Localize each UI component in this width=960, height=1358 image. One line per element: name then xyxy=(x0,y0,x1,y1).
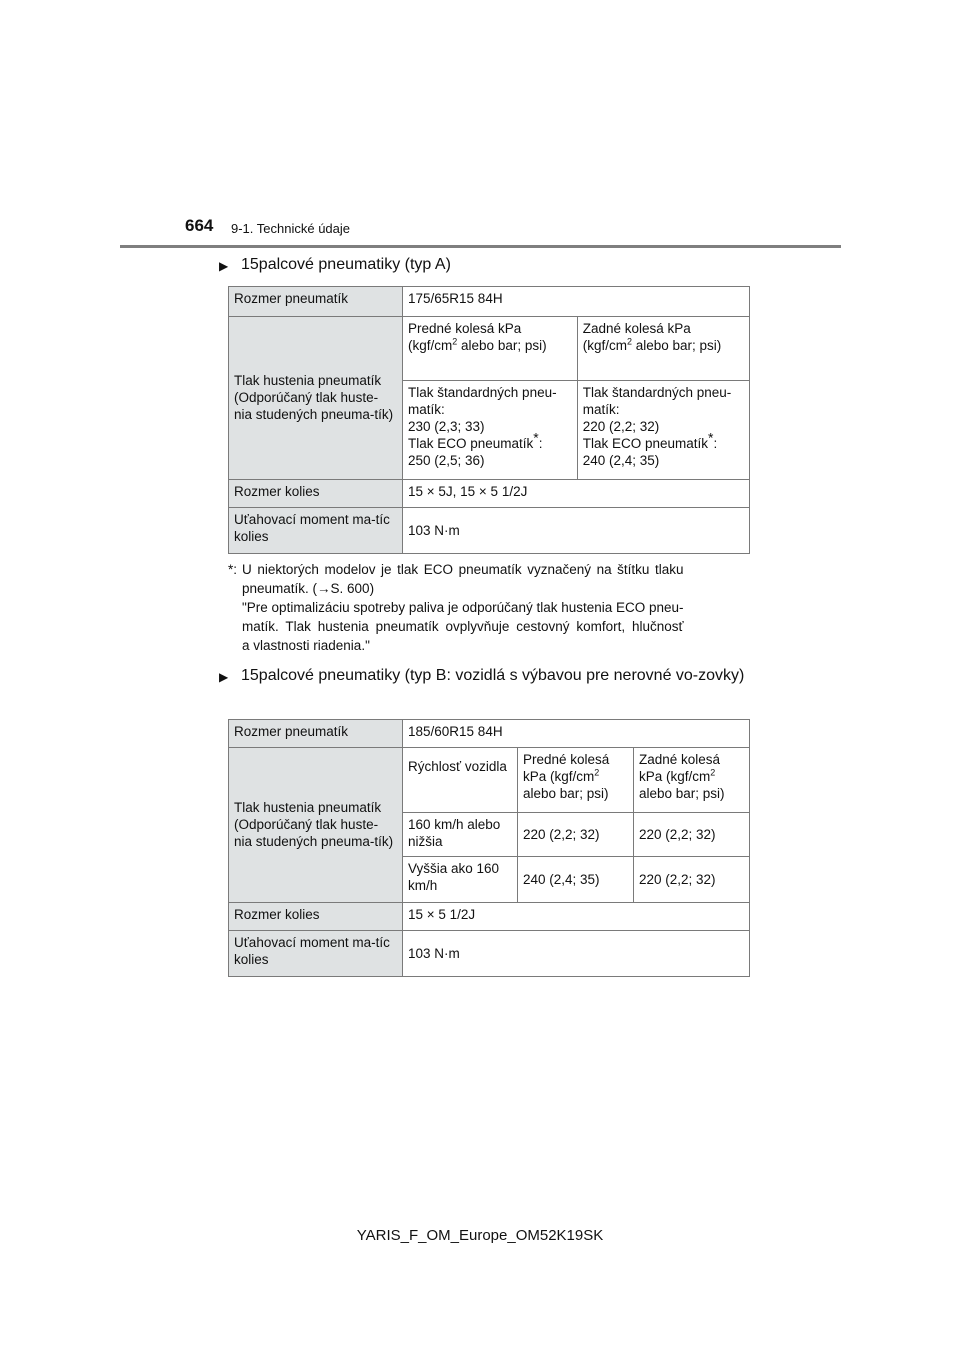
footnote-line: pneumatík. (→S. 600) xyxy=(242,581,375,596)
speed-cell: Vyššia ako 160 km/h xyxy=(403,857,518,903)
footnote-line: U niektorých modelov je tlak ECO pneumatík vyznačený na štítku tlaku xyxy=(242,562,684,577)
section-title: 9-1. Technické údaje xyxy=(231,221,351,236)
front-wheels-header: Predné kolesá kPa ($kgf/cm^2$ alebo bar; psi) xyxy=(518,748,634,813)
triangle-right-icon: ▶ xyxy=(219,670,229,684)
front-pressure-cell: 220 (2,2; 32) xyxy=(518,813,634,857)
speed-header: Rýchlosť vozidla xyxy=(403,748,518,813)
torque-label: Uťahovací moment ma-tíc kolies xyxy=(229,931,403,977)
table-type-a xyxy=(228,286,750,554)
rear-pressure-cell: 220 (2,2; 32) xyxy=(634,857,750,903)
footnote-line: a vlastnosti riadenia." xyxy=(242,638,370,653)
heading-type-b-text: 15palcové pneumatiky (typ B: vozidlá s výbavou pre nerovné vo-zovky) xyxy=(241,667,745,684)
rear-pressure-cell: 220 (2,2; 32) xyxy=(634,813,750,857)
pressure-label: Tlak hustenia pneumatík (Odporúčaný tlak huste-nia studených pneuma-tík) xyxy=(229,317,403,480)
tire-size-value: 175/65R15 84H xyxy=(403,287,750,317)
table-type-b xyxy=(228,719,750,977)
footnote xyxy=(228,560,750,655)
tire-size-value: 185/60R15 84H xyxy=(403,720,750,748)
document-id: YARIS_F_OM_Europe_OM52K19SK xyxy=(356,1227,604,1244)
pressure-label: Tlak hustenia pneumatík (Odporúčaný tlak huste-nia studených pneuma-tík) xyxy=(229,748,403,903)
speed-cell: 160 km/h alebo nižšia xyxy=(403,813,518,857)
heading-type-a-text: 15palcové pneumatiky (typ A) xyxy=(241,256,451,273)
rear-wheels-header: Zadné kolesá kPa ($kgf/cm^2$ alebo bar; psi) xyxy=(577,317,749,381)
wheel-size-value: 15 × 5 1/2J xyxy=(403,903,750,931)
tire-size-label: Rozmer pneumatík xyxy=(229,720,403,748)
torque-value: 103 N·m xyxy=(403,508,750,554)
torque-label: Uťahovací moment ma-tíc kolies xyxy=(229,508,403,554)
wheel-size-value: 15 × 5J, 15 × 5 1/2J xyxy=(403,480,750,508)
tire-size-label: Rozmer pneumatík xyxy=(229,287,403,317)
footnote-mark: *: xyxy=(228,562,238,577)
header-rule xyxy=(120,245,841,248)
wheel-size-label: Rozmer kolies xyxy=(229,903,403,931)
front-wheels-header: Predné kolesá kPa ($kgf/cm^2$ alebo bar; psi) xyxy=(403,317,578,381)
footnote-line: matík. Tlak hustenia pneumatík ovplyvňuje cestovný komfort, hlučnosť xyxy=(242,619,684,634)
heading-type-a xyxy=(219,253,751,278)
wheel-size-label: Rozmer kolies xyxy=(229,480,403,508)
footnote-line: "Pre optimalizáciu spotreby paliva je odporúčaný tlak hustenia ECO pneu- xyxy=(242,600,684,615)
page-number: 664 xyxy=(185,216,214,235)
heading-type-b xyxy=(219,664,751,689)
front-pressure-cell: Tlak štandardných pneu-matík: 230 (2,3; 33) Tlak ECO pneumatík*: 250 (2,5; 36) xyxy=(403,381,578,480)
rear-pressure-cell: Tlak štandardných pneu-matík: 220 (2,2; 32) Tlak ECO pneumatík*: 240 (2,4; 35) xyxy=(577,381,749,480)
rear-wheels-header: Zadné kolesá kPa ($kgf/cm^2$ alebo bar; psi) xyxy=(634,748,750,813)
front-pressure-cell: 240 (2,4; 35) xyxy=(518,857,634,903)
torque-value: 103 N·m xyxy=(403,931,750,977)
triangle-right-icon: ▶ xyxy=(219,259,229,273)
